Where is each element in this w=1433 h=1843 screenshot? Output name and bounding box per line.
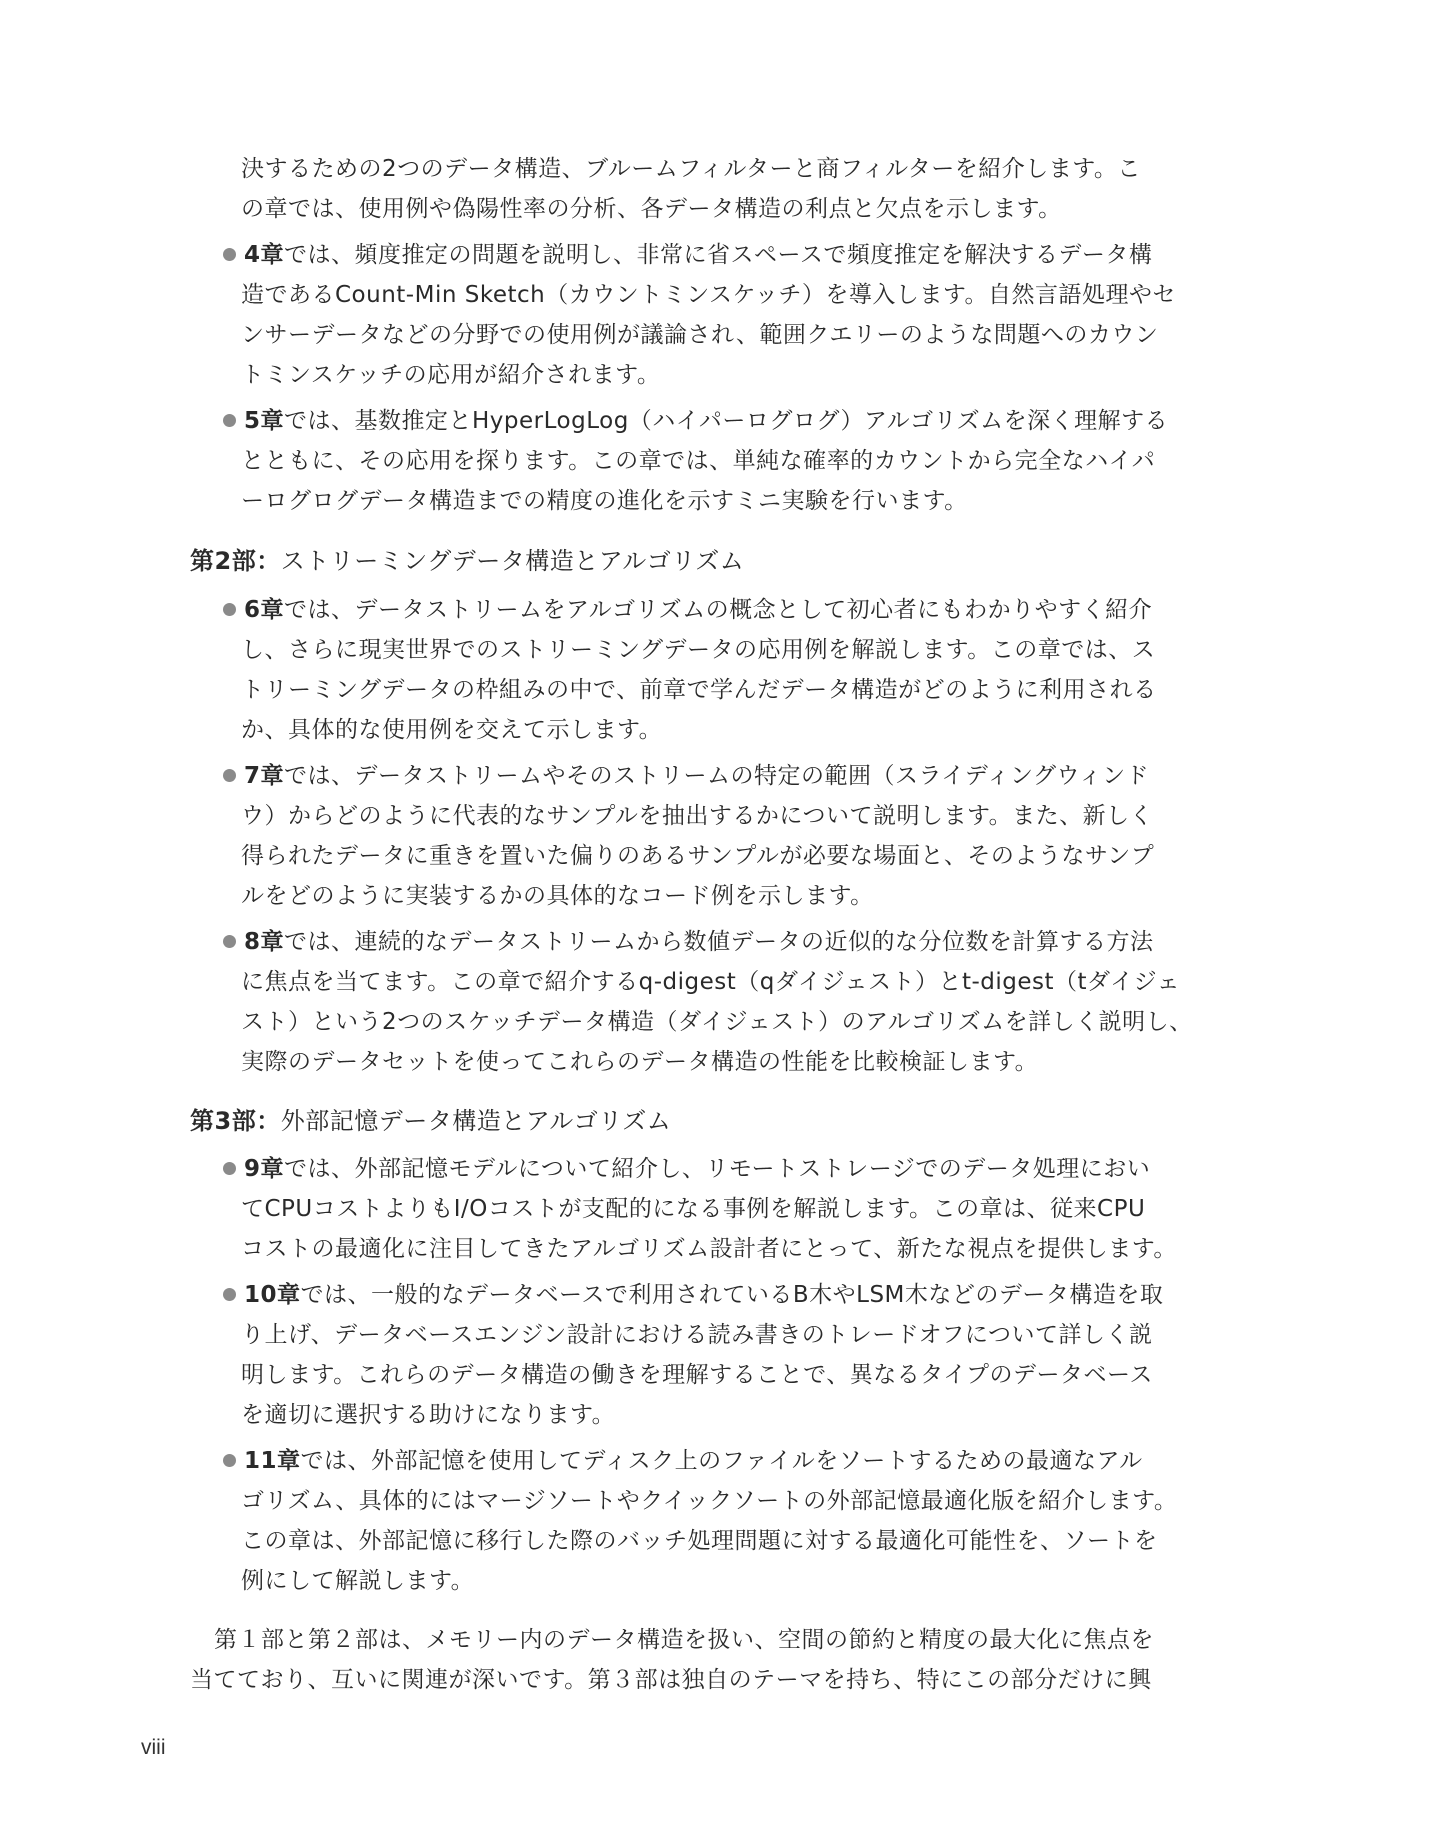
- body-line: の章では、使用例や偽陽性率の分析、各データ構造の利点と欠点を示します。: [241, 196, 1062, 222]
- body-line: 決するための2つのデータ構造、ブルームフィルターと商フィルターを紹介します。こ: [241, 156, 1141, 182]
- part-3-heading: [190, 1101, 671, 1141]
- part-label: 第3部：: [190, 1107, 281, 1135]
- paragraph-line: 第１部と第２部は、メモリー内のデータ構造を扱い、空間の節約と精度の最大化に焦点を: [214, 1627, 1154, 1653]
- bullet-icon: [223, 603, 236, 616]
- part-2-heading: [190, 541, 744, 581]
- chapter-text: では、一般的なデータベースで利用されているB木やLSM木などのデータ構造を取: [300, 1282, 1164, 1308]
- paragraph-line: 当てており、互いに関連が深いです。第３部は独自のテーマを持ち、特にこの部分だけに興: [190, 1667, 1152, 1693]
- bullet-icon: [223, 1288, 236, 1301]
- body-line: トミンスケッチの応用が紹介されます。: [241, 362, 661, 388]
- chapter-7-line: [244, 756, 1149, 796]
- chapter-11-line: [244, 1441, 1143, 1481]
- chapter-text: では、外部記憶モデルについて紹介し、リモートストレージでのデータ処理におい: [284, 1156, 1151, 1182]
- body-line: に焦点を当てます。この章で紹介するq-digest（qダイジェスト）とt-digest（tダイジェ: [241, 969, 1181, 995]
- part-title: ストリーミングデータ構造とアルゴリズム: [280, 547, 745, 575]
- chapter-label: 7章: [244, 763, 285, 789]
- body-line: か、具体的な使用例を交えて示します。: [241, 717, 663, 743]
- body-line: ウ）からどのように代表的なサンプルを抽出するかについて説明します。また、新しく: [241, 803, 1154, 829]
- chapter-text: では、頻度推定の問題を説明し、非常に省スペースで頻度推定を解決するデータ構: [284, 242, 1153, 268]
- body-line: トリーミングデータの枠組みの中で、前章で学んだデータ構造がどのように利用される: [241, 677, 1157, 703]
- body-line: ルをどのように実装するかの具体的なコード例を示します。: [241, 883, 874, 909]
- body-line: り上げ、データベースエンジン設計における読み書きのトレードオフについて詳しく説: [241, 1322, 1153, 1348]
- body-line: 例にして解説します。: [241, 1568, 475, 1594]
- body-line: この章は、外部記憶に移行した際のバッチ処理問題に対する最適化可能性を、ソートを: [241, 1528, 1158, 1554]
- chapter-5-line: [244, 401, 1168, 441]
- chapter-label: 8章: [244, 929, 285, 955]
- chapter-8-line: [244, 922, 1154, 962]
- chapter-text: では、連続的なデータストリームから数値データの近似的な分位数を計算する方法: [284, 929, 1154, 955]
- chapter-10-line: [244, 1275, 1163, 1315]
- body-line: 明します。これらのデータ構造の働きを理解することで、異なるタイプのデータベース: [241, 1362, 1153, 1388]
- bullet-icon: [223, 769, 236, 782]
- body-line: コストの最適化に注目してきたアルゴリズム設計者にとって、新たな視点を提供します。: [241, 1236, 1177, 1262]
- bullet-icon: [223, 935, 236, 948]
- chapter-label: 4章: [244, 242, 285, 268]
- body-line: し、さらに現実世界でのストリーミングデータの応用例を解説します。この章では、ス: [241, 637, 1156, 663]
- part-label: 第2部：: [190, 547, 281, 575]
- body-line: ーログログデータ構造までの精度の進化を示すミニ実験を行います。: [241, 488, 968, 514]
- body-line: ゴリズム、具体的にはマージソートやクイックソートの外部記憶最適化版を紹介します。: [241, 1488, 1178, 1514]
- body-line: 得られたデータに重きを置いた偏りのあるサンプルが必要な場面と、そのようなサンプ: [241, 843, 1155, 869]
- bullet-icon: [223, 248, 236, 261]
- body-line: 実際のデータセットを使ってこれらのデータ構造の性能を比較検証します。: [241, 1049, 1039, 1075]
- page-number: viii: [141, 1736, 166, 1759]
- chapter-text: では、外部記憶を使用してディスク上のファイルをソートするための最適なアル: [300, 1448, 1143, 1474]
- chapter-label: 5章: [244, 408, 285, 434]
- chapter-label: 9章: [244, 1156, 285, 1182]
- body-line: スト）という2つのスケッチデータ構造（ダイジェスト）のアルゴリズムを詳しく説明し、: [241, 1009, 1193, 1035]
- chapter-4-line: [244, 235, 1152, 275]
- chapter-text: では、基数推定とHyperLogLog（ハイパーログログ）アルゴリズムを深く理解する: [284, 408, 1169, 434]
- bullet-icon: [223, 414, 236, 427]
- chapter-text: では、データストリームやそのストリームの特定の範囲（スライディングウィンド: [284, 763, 1150, 789]
- part-title: 外部記憶データ構造とアルゴリズム: [280, 1107, 672, 1135]
- body-line: 造であるCount-Min Sketch（カウントミンスケッチ）を導入します。自然言語処理やセ: [241, 282, 1177, 308]
- body-line: を適切に選択する助けになります。: [241, 1402, 616, 1428]
- chapter-text: では、データストリームをアルゴリズムの概念として初心者にもわかりやすく紹介: [284, 597, 1153, 623]
- chapter-label: 11章: [244, 1448, 301, 1474]
- chapter-label: 6章: [244, 597, 285, 623]
- chapter-label: 10章: [244, 1282, 301, 1308]
- chapter-6-line: [244, 590, 1152, 630]
- body-line: ンサーデータなどの分野での使用例が議論され、範囲クエリーのような問題へのカウン: [241, 322, 1159, 348]
- chapter-9-line: [244, 1149, 1150, 1189]
- body-line: てCPUコストよりもI/Oコストが支配的になる事例を解説します。この章は、従来CPU: [241, 1196, 1146, 1222]
- body-line: とともに、その応用を探ります。この章では、単純な確率的カウントから完全なハイパ: [241, 448, 1156, 474]
- bullet-icon: [223, 1454, 236, 1467]
- bullet-icon: [223, 1162, 236, 1175]
